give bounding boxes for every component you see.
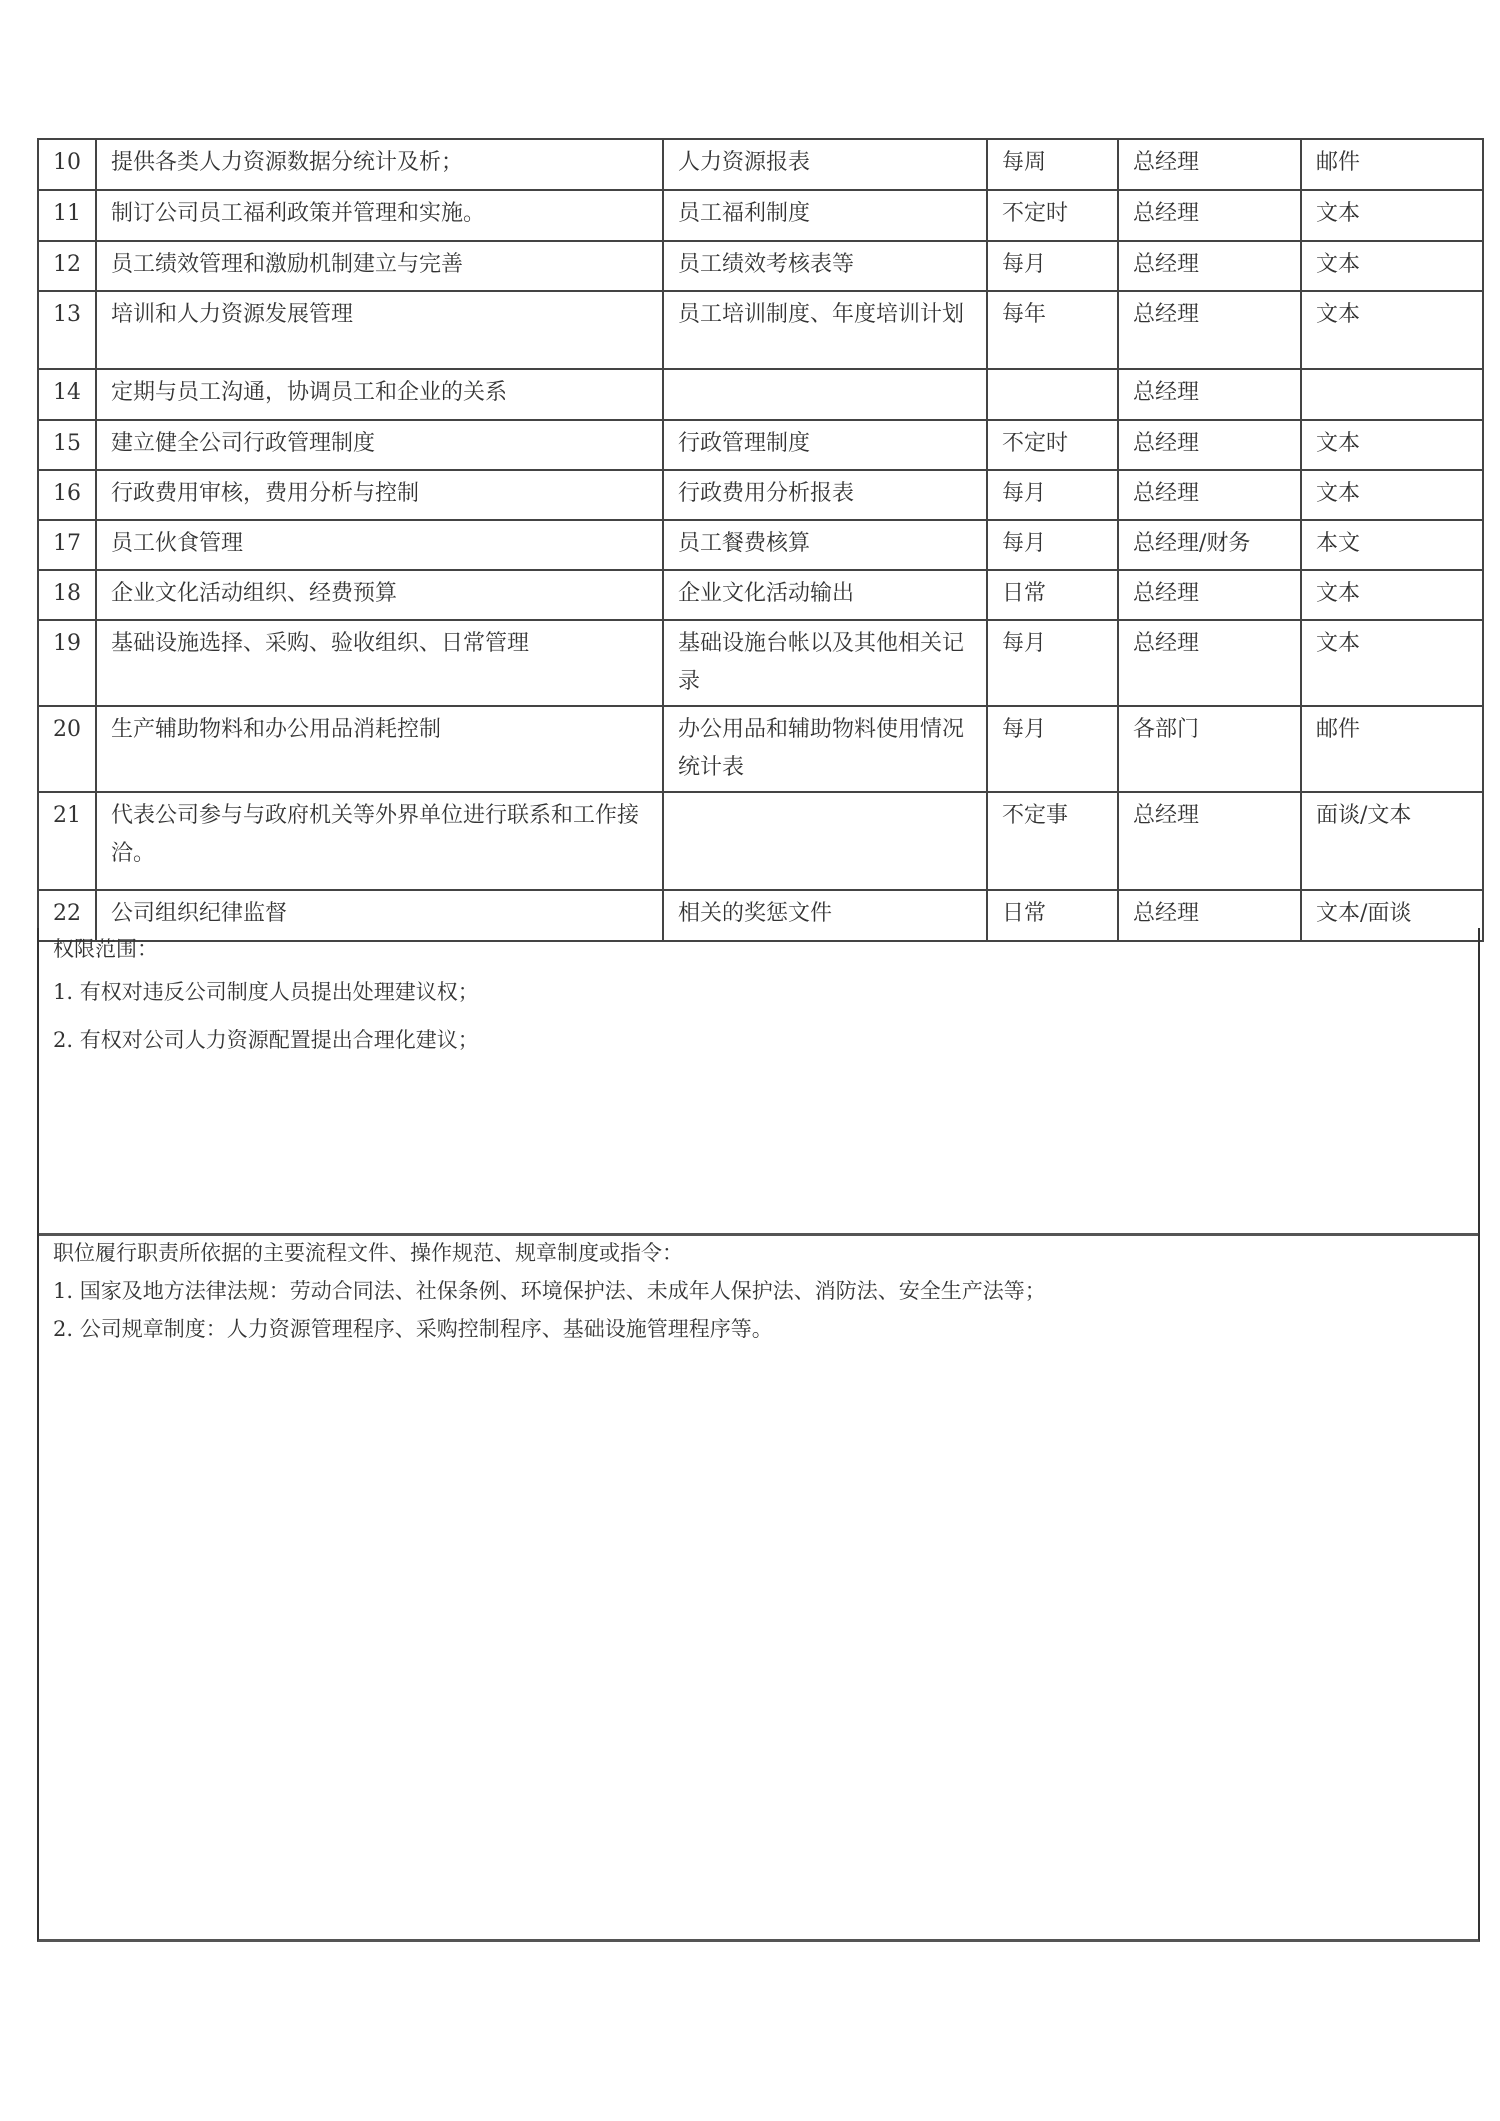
row-number: 15 [38, 420, 96, 470]
row-number: 17 [38, 520, 96, 570]
basis-title: 职位履行职责所依据的主要流程文件、操作规范、规章制度或指令： [53, 1241, 683, 1265]
task-cell: 定期与员工沟通，协调员工和企业的关系 [96, 369, 663, 420]
form-cell: 邮件 [1301, 139, 1483, 190]
output-cell: 基础设施台帐以及其他相关记录 [663, 620, 987, 706]
recipient-cell: 总经理 [1118, 291, 1301, 369]
output-cell: 办公用品和辅助物料使用情况统计表 [663, 706, 987, 792]
task-cell: 制订公司员工福利政策并管理和实施。 [96, 190, 663, 241]
row-number: 19 [38, 620, 96, 706]
output-cell: 行政管理制度 [663, 420, 987, 470]
recipient-cell: 总经理 [1118, 241, 1301, 291]
recipient-cell: 总经理 [1118, 139, 1301, 190]
form-cell: 文本 [1301, 570, 1483, 620]
recipient-cell: 总经理 [1118, 369, 1301, 420]
task-cell: 员工伙食管理 [96, 520, 663, 570]
output-cell [663, 792, 987, 890]
output-cell: 员工餐费核算 [663, 520, 987, 570]
recipient-cell: 总经理 [1118, 890, 1301, 941]
recipient-cell: 总经理 [1118, 420, 1301, 470]
form-cell: 邮件 [1301, 706, 1483, 792]
frequency-cell: 每月 [987, 706, 1118, 792]
task-cell: 提供各类人力资源数据分统计及析； [96, 139, 663, 190]
recipient-cell: 各部门 [1118, 706, 1301, 792]
authority-item: 1. 有权对违反公司制度人员提出处理建议权； [53, 980, 479, 1004]
authority-title: 权限范围： [53, 937, 158, 961]
form-cell: 文本 [1301, 420, 1483, 470]
recipient-cell: 总经理 [1118, 570, 1301, 620]
table-row [38, 139, 1483, 190]
form-cell: 文本 [1301, 241, 1483, 291]
form-cell: 文本 [1301, 470, 1483, 520]
table-row [38, 291, 1483, 369]
row-number: 12 [38, 241, 96, 291]
recipient-cell: 总经理 [1118, 620, 1301, 706]
row-number: 18 [38, 570, 96, 620]
table-row [38, 241, 1483, 291]
table-row [38, 369, 1483, 420]
output-cell: 相关的奖惩文件 [663, 890, 987, 941]
output-cell: 企业文化活动输出 [663, 570, 987, 620]
frequency-cell: 每月 [987, 470, 1118, 520]
recipient-cell: 总经理/财务 [1118, 520, 1301, 570]
frequency-cell: 每月 [987, 241, 1118, 291]
output-cell: 行政费用分析报表 [663, 470, 987, 520]
row-number: 21 [38, 792, 96, 890]
table-row [38, 792, 1483, 890]
frequency-cell: 每月 [987, 620, 1118, 706]
frequency-cell [987, 369, 1118, 420]
form-cell: 文本/面谈 [1301, 890, 1483, 941]
task-cell: 公司组织纪律监督 [96, 890, 663, 941]
form-cell: 文本 [1301, 620, 1483, 706]
task-cell: 培训和人力资源发展管理 [96, 291, 663, 369]
frequency-cell: 日常 [987, 570, 1118, 620]
task-cell: 行政费用审核，费用分析与控制 [96, 470, 663, 520]
frequency-cell: 不定时 [987, 190, 1118, 241]
row-number: 13 [38, 291, 96, 369]
task-cell: 建立健全公司行政管理制度 [96, 420, 663, 470]
task-cell: 代表公司参与与政府机关等外界单位进行联系和工作接洽。 [96, 792, 663, 890]
form-cell [1301, 369, 1483, 420]
row-number: 11 [38, 190, 96, 241]
frequency-cell: 不定事 [987, 792, 1118, 890]
form-cell: 文本 [1301, 291, 1483, 369]
task-cell: 生产辅助物料和办公用品消耗控制 [96, 706, 663, 792]
output-cell: 员工绩效考核表等 [663, 241, 987, 291]
table-row [38, 420, 1483, 470]
basis-section [37, 1234, 1480, 1942]
form-cell: 文本 [1301, 190, 1483, 241]
frequency-cell: 每年 [987, 291, 1118, 369]
task-cell: 员工绩效管理和激励机制建立与完善 [96, 241, 663, 291]
output-cell: 人力资源报表 [663, 139, 987, 190]
frequency-cell: 每周 [987, 139, 1118, 190]
basis-item: 1. 国家及地方法律法规：劳动合同法、社保条例、环境保护法、未成年人保护法、消防法、安全生产法等； [53, 1279, 1046, 1303]
row-number: 16 [38, 470, 96, 520]
row-number: 20 [38, 706, 96, 792]
table-row [38, 520, 1483, 570]
table-row [38, 190, 1483, 241]
form-cell: 本文 [1301, 520, 1483, 570]
output-cell: 员工培训制度、年度培训计划 [663, 291, 987, 369]
task-cell: 基础设施选择、采购、验收组织、日常管理 [96, 620, 663, 706]
output-cell [663, 369, 987, 420]
task-cell: 企业文化活动组织、经费预算 [96, 570, 663, 620]
frequency-cell: 不定时 [987, 420, 1118, 470]
table-row [38, 620, 1483, 706]
output-cell: 员工福利制度 [663, 190, 987, 241]
table-row [38, 706, 1483, 792]
basis-item: 2. 公司规章制度：人力资源管理程序、采购控制程序、基础设施管理程序等。 [53, 1317, 773, 1341]
form-cell: 面谈/文本 [1301, 792, 1483, 890]
recipient-cell: 总经理 [1118, 470, 1301, 520]
frequency-cell: 日常 [987, 890, 1118, 941]
duties-table [37, 138, 1484, 942]
row-number: 22 [38, 890, 96, 941]
row-number: 14 [38, 369, 96, 420]
frequency-cell: 每月 [987, 520, 1118, 570]
recipient-cell: 总经理 [1118, 190, 1301, 241]
authority-item: 2. 有权对公司人力资源配置提出合理化建议； [53, 1028, 479, 1052]
row-number: 10 [38, 139, 96, 190]
recipient-cell: 总经理 [1118, 792, 1301, 890]
table-row [38, 570, 1483, 620]
authority-section [37, 928, 1480, 1236]
table-row [38, 470, 1483, 520]
